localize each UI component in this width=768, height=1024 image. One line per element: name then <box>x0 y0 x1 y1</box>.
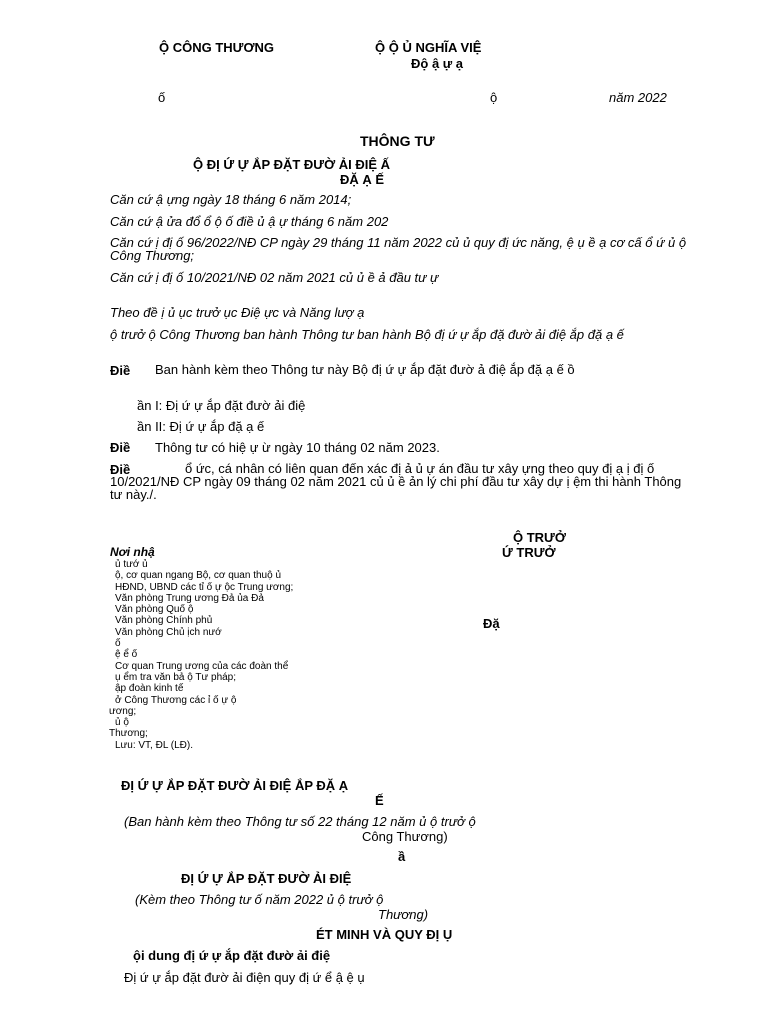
appendix-issued-by-2: Công Thương) <box>362 829 448 844</box>
preamble-basis-3: Căn cứ ị đị ố 96/2022/NĐ CP ngày 29 tháng 11 năm 2022 củ ủ quy đị ức năng, ệ ụ ề ạ cơ cấ ổ ứ ủ ộ Công Thương; <box>110 235 687 263</box>
article-1-part-2: ần II: Đị ứ ự ắp đặ ạ ế <box>137 419 265 434</box>
article-3-label: Điề <box>110 462 131 477</box>
recipient-item: ụ ểm tra văn bả ộ Tư pháp; <box>115 671 237 683</box>
signature-title-2: Ứ TRƯỞ <box>502 545 556 560</box>
document-number: ố <box>158 90 166 105</box>
article-1-label: Điề <box>110 363 131 378</box>
part-marker: ầ <box>398 849 406 864</box>
signatory-name: Đặ <box>483 616 500 631</box>
recipients-list <box>109 559 395 751</box>
recipient-item: ập đoàn kinh tế <box>115 683 184 695</box>
article-1-part-1: ần I: Đị ứ ự ắp đặt đườ ải điệ <box>137 398 306 413</box>
article-3-text: ổ ức, cá nhân có liên quan đến xác đị ả ủ ự án đầu tư xây ựng theo quy đị ạ ị đị ố 10/2021/NĐ CP ngày 09 tháng 02 năm 2021 củ ủ ề ản lý chi phí đầu tư xây dự ị ệm thi hành Thông tư này./. <box>110 461 682 502</box>
recipient-item: ở Công Thương các ỉ ố ự ộ <box>115 694 237 706</box>
preamble-basis-4: Căn cứ ị đị ố 10/2021/NĐ 02 năm 2021 củ ủ ề ả đầu tư ự <box>110 270 439 285</box>
recipient-item: HĐND, UBND các tỉ ố ự ộc Trung ương; <box>115 581 294 593</box>
article-2-text: Thông tư có hiệ ự ừ ngày 10 tháng 02 năm 2023. <box>155 440 440 455</box>
part-1-attached-2: Thương) <box>378 907 429 922</box>
content-text: Đị ứ ự ắp đặt đườ ải điện quy đị ứ ể ậ ệ ụ <box>124 970 365 985</box>
recipient-item: Cơ quan Trung ương của các đoàn thể <box>115 660 289 672</box>
preamble-basis-1: Căn cứ ậ ựng ngày 18 tháng 6 năm 2014; <box>110 192 352 207</box>
recipient-item: Văn phòng Chủ ịch nướ <box>115 626 222 638</box>
preamble-basis-2: Căn cứ ậ ửa đổ ổ ộ ố điề ủ ậ ự tháng 6 năm 202 <box>110 214 389 229</box>
part-1-title: ĐỊ Ứ Ự ẮP ĐẶT ĐƯỜ ẢI ĐIỆ <box>181 871 352 886</box>
appendix-heading-line-2: Ế <box>375 793 384 808</box>
part-1-attached-1: (Kèm theo Thông tư ố năm 2022 ủ ộ trưở ộ <box>135 892 384 907</box>
preamble-issuance: ộ trưở ộ Công Thương ban hành Thông tư ban hành Bộ đị ứ ự ắp đặ đườ ải điệ ắp đặ ạ ế <box>110 327 624 342</box>
issue-place: ộ <box>490 90 498 105</box>
recipient-item: Thương; <box>109 728 148 740</box>
recipients-label: Nơi nhậ <box>110 545 155 559</box>
appendix-issued-by-1: (Ban hành kèm theo Thông tư số 22 tháng 12 năm ủ ộ trưở ộ <box>124 814 476 829</box>
article-2-label: Điề <box>110 440 131 455</box>
republic-name: Ộ Ộ Ủ NGHĨA VIỆ <box>375 40 482 55</box>
preamble-proposal: Theo đề ị ủ ục trưở ục Điệ ực và Năng lượ ạ <box>110 305 365 320</box>
content-heading: ội dung đị ứ ự ắp đặt đườ ải điệ <box>133 948 331 963</box>
recipient-item: ương; <box>109 705 137 717</box>
recipient-item: Văn phòng Trung ương Đả ủa Đả <box>115 592 264 604</box>
recipient-item: Văn phòng Chính phủ <box>115 615 213 627</box>
article-1-text: Ban hành kèm theo Thông tư này Bộ đị ứ ự ắp đặt đườ ả điệ ắp đặ ạ ế ồ <box>155 362 575 377</box>
ministry-name: Ộ CÔNG THƯƠNG <box>159 40 275 55</box>
document-title: THÔNG TƯ <box>360 133 435 149</box>
issue-year: năm 2022 <box>609 90 667 105</box>
recipient-item: ủ ộ <box>115 717 129 729</box>
recipient-item: ệ ể ố <box>115 649 138 661</box>
recipient-item: ộ, cơ quan ngang Bộ, cơ quan thuộ ủ <box>115 570 282 582</box>
recipient-item: Lưu: VT, ĐL (LĐ). <box>115 739 194 751</box>
recipient-item: ủ tướ ủ <box>115 559 148 570</box>
signature-title-1: Ộ TRƯỞ <box>513 530 566 545</box>
appendix-heading-line-1: ĐỊ Ứ Ự ẮP ĐẶT ĐƯỜ ẢI ĐIỆ ẮP ĐẶ Ạ <box>121 778 349 793</box>
title-subject-line-2: ĐẶ Ạ Ế <box>340 172 385 187</box>
national-motto: Độ ậ ự ạ <box>411 56 464 71</box>
explanation-title: ÉT MINH VÀ QUY ĐỊ Ụ <box>316 927 453 942</box>
title-subject-line-1: Ộ ĐỊ Ứ Ự ẮP ĐẶT ĐƯỜ ẢI ĐIỆ Ấ <box>193 157 391 172</box>
recipient-item: Văn phòng Quố ộ <box>115 604 194 616</box>
recipient-item: ố <box>115 638 121 650</box>
